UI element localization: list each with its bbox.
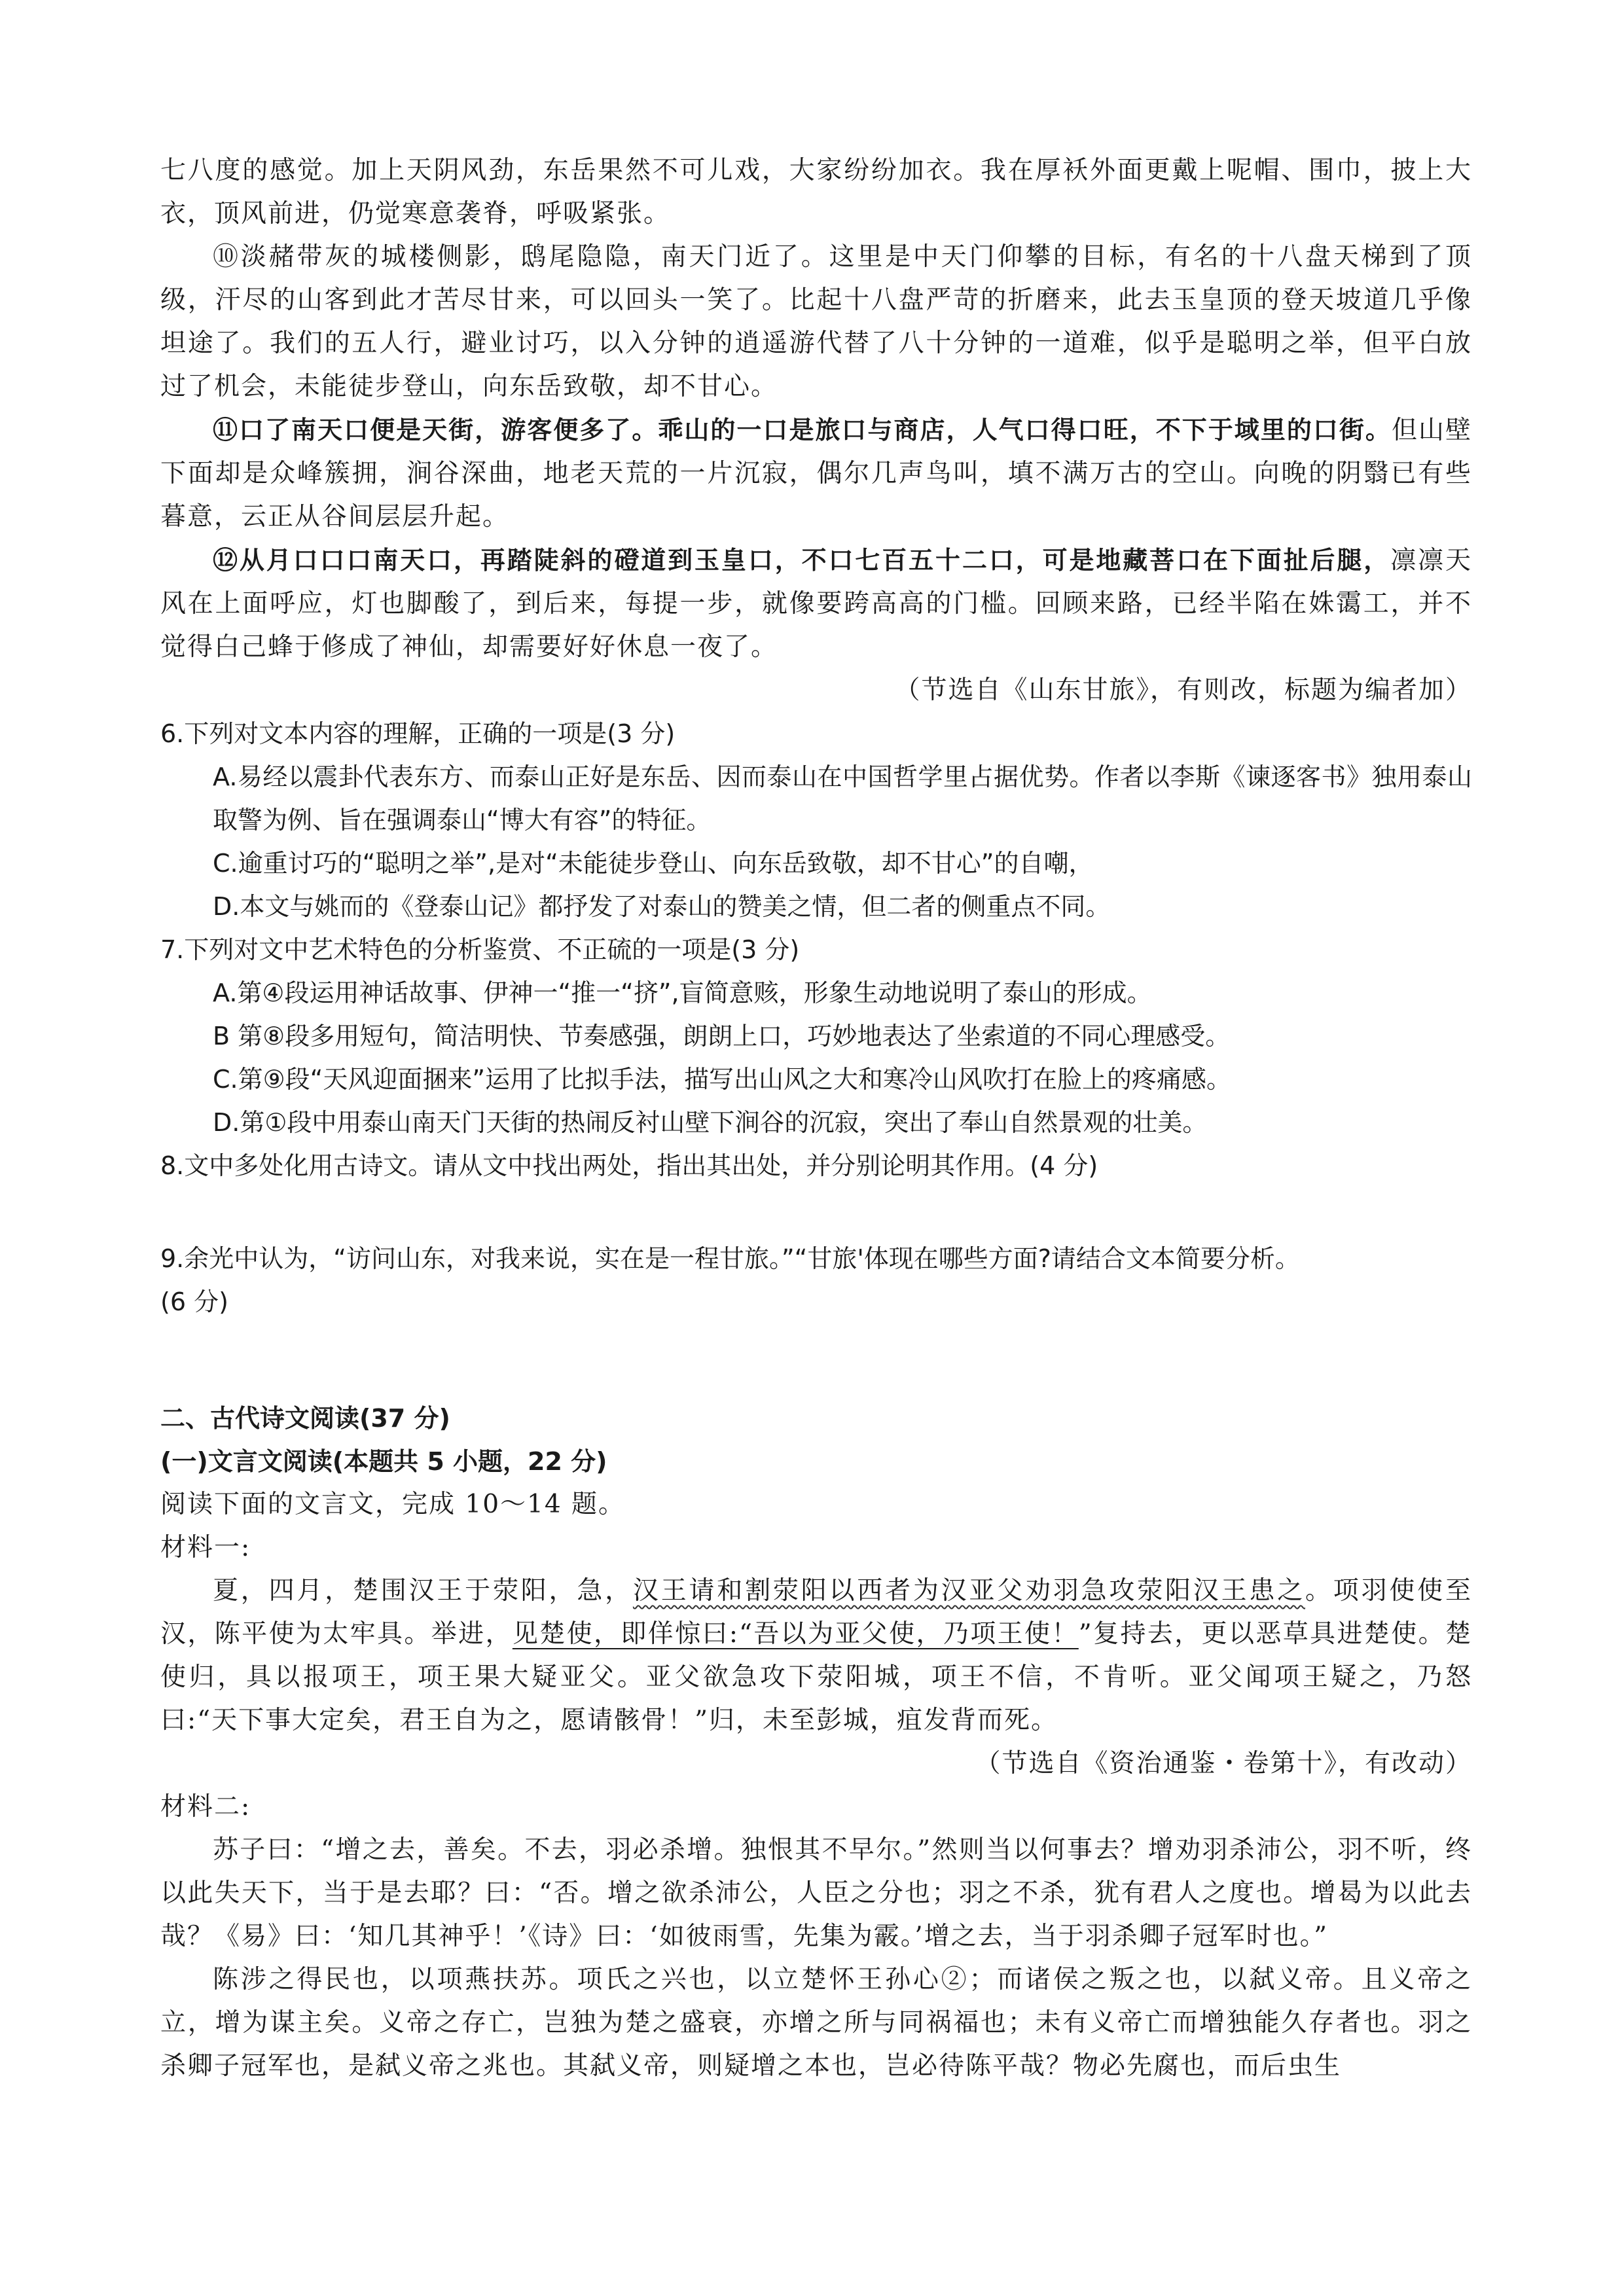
paragraph-11 xyxy=(160,408,1472,539)
question-7-option-b: B 第⑧段多用短句，简洁明快、节奏感强，朗朗上口，巧妙地表达了坐索道的不同心理感受。 xyxy=(213,1022,1231,1050)
questions-block xyxy=(160,712,1472,1483)
paragraph-10: ⑩淡赭带灰的城楼侧影，鸱尾隐隐，南天门近了。这里是中天门仰攀的目标，有名的十八盘天梯到了顶级，汗尽的山客到此才苦尽甘来，可以回头一笑了。比起十八盘严苛的折磨来，此去玉皇顶的登天坡道几乎像坦途了。我们的五人行，避业讨巧，以入分钟的逍遥游代替了八十分钟的一道难，似乎是聪明之举，但平白放过了机会，未能徒步登山，向东岳致敬，却不甘心。 xyxy=(160,242,1472,401)
answer-space-9 xyxy=(160,1323,1472,1397)
classical-reading xyxy=(160,1483,1472,2088)
question-7-option-a: A.第④段运用神话故事、伊神一“推一“挤”,盲简意赅，形象生动地说明了泰山的形成。 xyxy=(213,978,1152,1007)
wavy-underlined-sentence: 汉王请和割荥阳以西者为汉亚父劝羽急攻荥阳汉王患之 xyxy=(632,1576,1305,1605)
material-2-label: 材料二: xyxy=(160,1792,251,1821)
material-1-text xyxy=(160,1570,1472,1742)
section-2-heading: 二、古代诗文阅读(37 分) xyxy=(160,1404,450,1433)
question-9-line-1: 9.余光中认为，“访问山东，对我来说，实在是一程甘旅。”“甘旅'体现在哪些方面?请结合文本简要分析。 xyxy=(160,1244,1300,1273)
question-6-option-c: C.逾重讨巧的“聪明之举”,是对“未能徒步登山、向东岳致敬，却不甘心”的自嘲， xyxy=(213,849,1094,878)
material-1-source: （节选自《资治通鉴・卷第十》，有改动） xyxy=(975,1749,1472,1778)
question-7-stem: 7.下列对文中艺术特色的分析鉴赏、不正硫的一项是(3 分) xyxy=(160,935,800,964)
paragraph-11-bold: ⑪口了南天口便是天街，游客便多了。乖山的一口是旅口与商店，人气口得口旺，不下于域里的口街。 xyxy=(213,416,1392,444)
question-7-option-d: D.第①段中用泰山南天门天街的热闹反衬山壁下涧谷的沉寂，突出了奉山自然景观的壮美。 xyxy=(213,1108,1208,1137)
question-8: 8.文中多处化用古诗文。请从文中找出两处，指出其出处，并分别论明其作用。(4 分) xyxy=(160,1151,1098,1180)
material-1-label: 材料一: xyxy=(160,1533,251,1562)
question-7-option-c: C.第⑨段“天风迎面捆来”运用了比拟手法，描写出山风之大和寒冷山风吹打在脸上的疼痛感。 xyxy=(213,1065,1232,1094)
reading-instruction: 阅读下面的文言文，完成 10～14 题。 xyxy=(160,1490,626,1519)
answer-space-8 xyxy=(160,1187,1472,1237)
paragraph-11-rest: 但山壁下面却是众峰簇拥，涧谷深曲，地老天荒的一片沉寂，偶尔几声鸟叫，填不满万古的空山。向晚的阴翳已有些暮意，云正从谷间层层升起。 xyxy=(160,416,1472,531)
question-9-line-2: (6 分) xyxy=(160,1287,228,1316)
question-6-option-a: A.易经以震卦代表东方、而泰山正好是东岳、因而泰山在中国哲学里占据优势。作者以李斯《谏逐客书》独用泰山取警为例、旨在强调泰山“博大有容”的特征。 xyxy=(213,762,1472,834)
question-6-stem: 6.下列对文本内容的理解，正确的一项是(3 分) xyxy=(160,719,676,748)
material-2-paragraph-1: 苏子曰：“增之去，善矣。不去，羽必杀增。独恨其不早尔。”然则当以何事去？增劝羽杀沛公，羽不听，终以此失天下，当于是去耶？曰：“否。增之欲杀沛公，人臣之分也；羽之不杀，犹有君人之度也。增曷为以此去哉？《易》曰：‘知几其神乎！’《诗》曰：‘如彼雨雪，先集为霰。’增之去，当于羽杀卿子冠军时也。” xyxy=(160,1835,1472,1951)
question-6-option-d: D.本文与姚而的《登泰山记》都抒发了对泰山的赞美之情，但二者的侧重点不同。 xyxy=(213,892,1111,921)
material-1-text-start: 夏，四月，楚围汉王于荥阳，急， xyxy=(213,1576,633,1605)
paragraph-12-rest: 凛凛天风在上面呼应，灯也脚酸了，到后来，每提一步，就像要跨高高的门槛。回顾来路，已经半陷在姝霭工，并不觉得白己蜂于修成了神仙，却需要好好休息一夜了。 xyxy=(160,546,1472,662)
underlined-sentence: 见楚使，即佯惊曰:“吾以为亚父使，乃项王使！ xyxy=(512,1619,1079,1649)
material-1-text-middle: 。项羽使使至汉，陈平使为太牢具。举进， xyxy=(160,1576,1472,1649)
paragraph-intro: 七八度的感觉。加上天阴风劲，东岳果然不可儿戏，大家纷纷加衣。我在厚袄外面更戴上呢帽、围巾，披上大衣，顶风前进，仍觉寒意袭脊，呼吸紧张。 xyxy=(160,156,1472,228)
material-1-text-end: ”复持去，更以恶草具进楚使。楚使归，具以报项王，项王果大疑亚父。亚父欲急攻下荥阳城，项王不信，不肯听。亚父闻项王疑之，乃怒曰:“天下事大定矣，君王自为之，愿请骸骨！”归，未至彭城，疽发背而死。 xyxy=(160,1619,1472,1735)
paragraph-12-bold: ⑫从月口口口南天口，再踏陡斜的磴道到玉皇口，不口七百五十二口，可是地藏菩口在下面扯后腿， xyxy=(213,546,1391,575)
material-2-paragraph-2: 陈涉之得民也，以项燕扶苏。项氏之兴也，以立楚怀王孙心②；而诸侯之叛之也，以弑义帝。且义帝之立，增为谋主矣。义帝之存亡，岂独为楚之盛衰，亦增之所与同祸福也；未有义帝亡而增独能久存者也。羽之杀卿子冠军也，是弑义帝之兆也。其弑义帝，则疑增之本也，岂必待陈平哉？物必先腐也，而后虫生 xyxy=(160,1965,1472,2081)
passage-tail xyxy=(160,149,1472,712)
section-2-subheading: (一)文言文阅读(本题共 5 小题，22 分) xyxy=(160,1447,607,1476)
passage-source: （节选自《山东甘旅》，有则改，标题为编者加） xyxy=(894,675,1472,705)
paragraph-12 xyxy=(160,539,1472,669)
